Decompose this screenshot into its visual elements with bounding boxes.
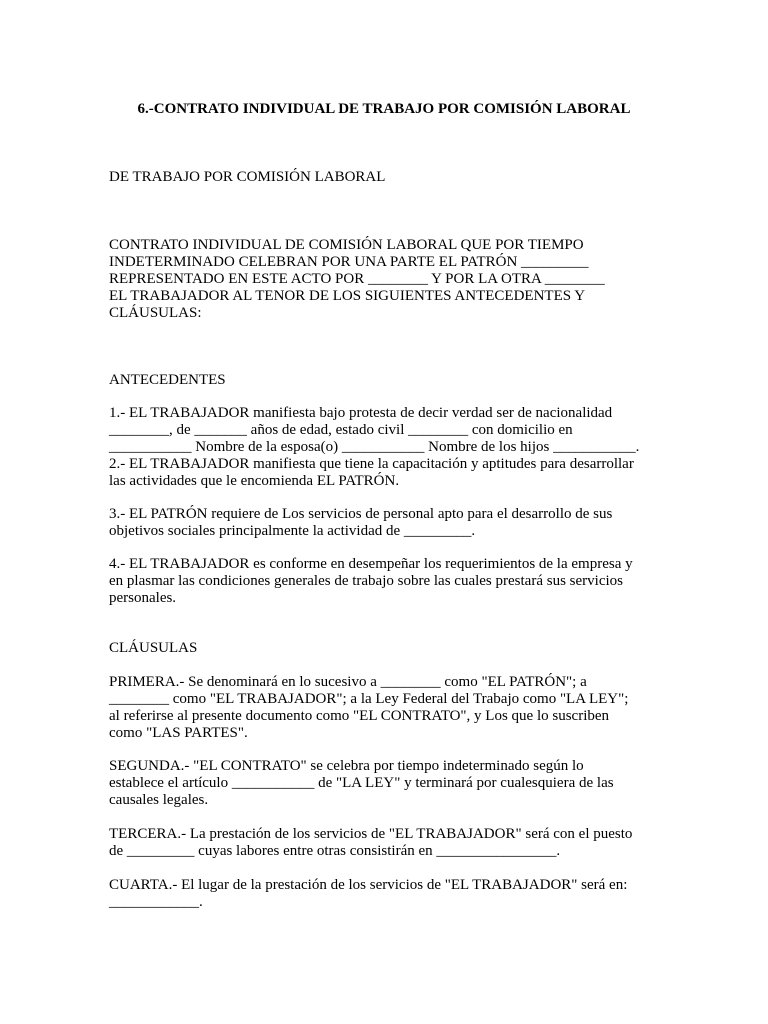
- paragraph-line: de _________ cuyas labores entre otras consistirán en ________________.: [109, 843, 561, 859]
- paragraph-line: en plasmar las condiciones generales de trabajo sobre las cuales prestará sus servicios: [109, 573, 623, 589]
- paragraph-line: 4.- EL TRABAJADOR es conforme en desempeñar los requerimientos de la empresa y: [109, 556, 633, 572]
- intro-line: CLÁUSULAS:: [109, 305, 202, 321]
- paragraph-line: establece el artículo ___________ de "LA LEY" y terminará por cualesquiera de las: [109, 775, 614, 791]
- paragraph-line: 2.- EL TRABAJADOR manifiesta que tiene la capacitación y aptitudes para desarrollar: [109, 456, 634, 472]
- paragraph-line: las actividades que le encomienda EL PATRÓN.: [109, 473, 400, 489]
- paragraph-line: objetivos sociales principalmente la actividad de _________.: [109, 523, 476, 539]
- intro-line: REPRESENTADO EN ESTE ACTO POR ________ Y POR LA OTRA ________: [109, 271, 605, 287]
- paragraph-line: 3.- EL PATRÓN requiere de Los servicios de personal apto para el desarrollo de sus: [109, 506, 613, 522]
- intro-line: CONTRATO INDIVIDUAL DE COMISIÓN LABORAL QUE POR TIEMPO: [109, 237, 584, 253]
- intro-line: EL TRABAJADOR AL TENOR DE LOS SIGUIENTES ANTECEDENTES Y: [109, 288, 586, 304]
- antecedentes-heading: ANTECEDENTES: [109, 372, 226, 388]
- paragraph-line: ____________.: [109, 894, 203, 910]
- paragraph-line: ___________ Nombre de la esposa(o) ___________ Nombre de los hijos ___________.: [109, 439, 640, 455]
- paragraph-line: 1.- EL TRABAJADOR manifiesta bajo protesta de decir verdad ser de nacionalidad: [109, 405, 613, 421]
- paragraph-line: como "LAS PARTES".: [109, 725, 248, 741]
- paragraph-line: SEGUNDA.- "EL CONTRATO" se celebra por tiempo indeterminado según lo: [109, 758, 584, 774]
- paragraph-line: TERCERA.- La prestación de los servicios de "EL TRABAJADOR" será con el puesto: [109, 826, 633, 842]
- clausulas-heading: CLÁUSULAS: [109, 640, 198, 656]
- paragraph-line: al referirse al presente documento como "EL CONTRATO", y Los que lo suscriben: [109, 708, 610, 724]
- paragraph-line: personales.: [109, 590, 177, 606]
- document-title: 6.-CONTRATO INDIVIDUAL DE TRABAJO POR COMISIÓN LABORAL: [137, 101, 631, 117]
- paragraph-line: CUARTA.- El lugar de la prestación de los servicios de "EL TRABAJADOR" será en:: [109, 877, 628, 893]
- paragraph-line: ________, de _______ años de edad, estado civil ________ con domicilio en: [109, 422, 573, 438]
- document-subtitle: DE TRABAJO POR COMISIÓN LABORAL: [109, 169, 386, 185]
- paragraph-line: ________ como "EL TRABAJADOR"; a la Ley Federal del Trabajo como "LA LEY";: [109, 691, 629, 707]
- paragraph-line: causales legales.: [109, 792, 209, 808]
- intro-line: INDETERMINADO CELEBRAN POR UNA PARTE EL PATRÓN _________: [109, 254, 589, 270]
- paragraph-line: PRIMERA.- Se denominará en lo sucesivo a ________ como "EL PATRÓN"; a: [109, 674, 587, 690]
